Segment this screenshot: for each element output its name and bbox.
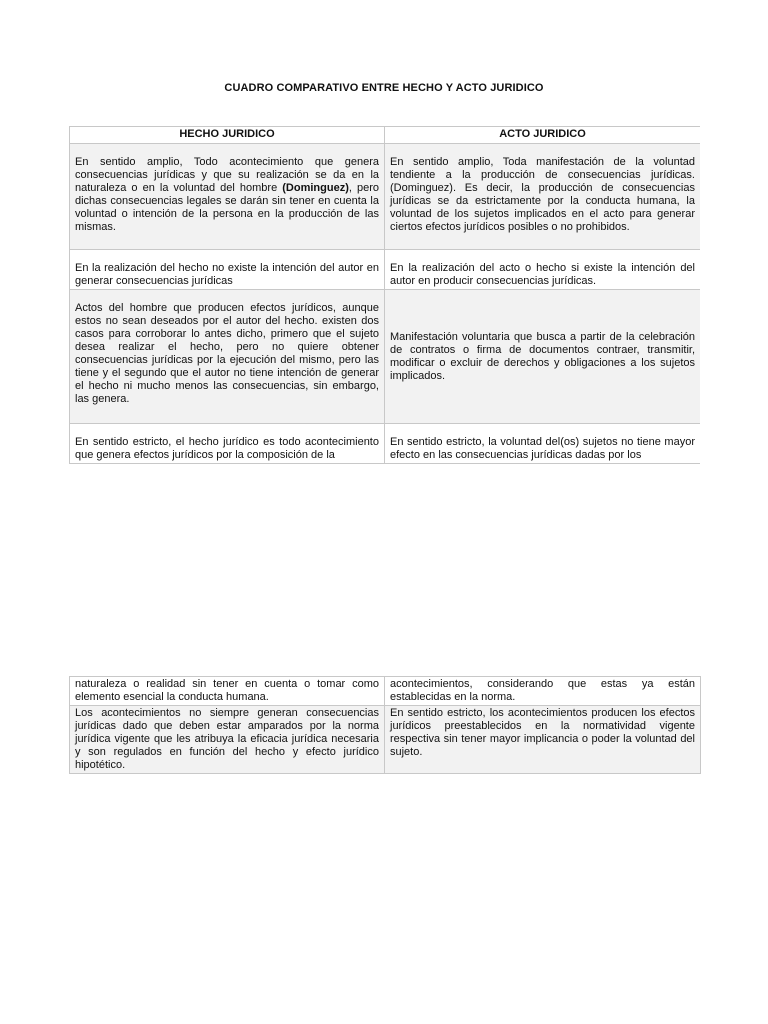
cell-hecho-estricto: En sentido estricto, el hecho jurídico es todo acontecimiento que genera efectos jurídicos por la composición de la <box>70 424 385 464</box>
cell-hecho-norma: Los acontecimientos no siempre generan consecuencias jurídicas dado que deben estar amparados por la norma jurídica vigente que les atribuya la eficacia jurídica necesaria y son regulados en función del hecho y efecto jurídico hipotético. <box>70 706 385 774</box>
cell-hecho-amplio <box>70 144 385 250</box>
table-row <box>70 706 701 774</box>
header-acto-juridico: ACTO JURIDICO <box>385 127 701 144</box>
comparison-table-part1 <box>69 126 700 464</box>
comparison-table-page1-wrapper <box>69 126 700 504</box>
header-hecho-juridico: HECHO JURIDICO <box>70 127 385 144</box>
cell-hecho-efectos: Actos del hombre que producen efectos jurídicos, aunque estos no sean deseados por el autor del hecho. existen dos casos para corroborar lo antes dicho, primero que el sujeto desea realizar el hecho, pero no quiere obtener consecuencias jurídicas por la ejecución del mismo, pero las tiene y el segundo que el autor no tiene intención de generar el hecho ni mucho menos las consecuencias, sin embargo, las genera. <box>70 290 385 424</box>
cell-hecho-estricto-cont: naturaleza o realidad sin tener en cuenta o tomar como elemento esencial la conducta humana. <box>70 677 385 706</box>
cell-hecho-intencion: En la realización del hecho no existe la intención del autor en generar consecuencias jurídicas <box>70 250 385 290</box>
cell-acto-amplio: En sentido amplio, Toda manifestación de la voluntad tendiente a la producción de consecuencias jurídicas. (Dominguez). Es decir, la producción de consecuencias jurídicas se da estrictamente por la conducta humana, la voluntad de los sujetos implicados en el acto para generar ciertos efectos jurídicos posibles o no prohibidos. <box>385 144 701 250</box>
document-title: CUADRO COMPARATIVO ENTRE HECHO Y ACTO JURIDICO <box>224 82 544 94</box>
table-row <box>70 424 701 464</box>
table-row <box>70 290 701 424</box>
cell-acto-estricto: En sentido estricto, la voluntad del(os) sujetos no tiene mayor efecto en las consecuencias jurídicas dadas por los <box>385 424 701 464</box>
cell-text: , pero dichas consecuencias legales se darán sin tener en cuenta la voluntad o intención de la persona en la producción de las mismas. <box>75 182 379 233</box>
table-row <box>70 677 701 706</box>
cell-acto-estricto-cont: acontecimientos, considerando que estas ya están establecidas en la norma. <box>385 677 701 706</box>
table-header-row <box>70 127 701 144</box>
cell-acto-manifestacion: Manifestación voluntaria que busca a partir de la celebración de contratos o firma de documentos contraer, transmitir, modificar o excluir de derechos y obligaciones a los sujetos implicados. <box>385 290 701 424</box>
table-row <box>70 144 701 250</box>
cell-acto-norma: En sentido estricto, los acontecimientos producen los efectos jurídicos preestablecidos en la normatividad vigente respectiva sin tener mayor implicancia o poder la voluntad del sujeto. <box>385 706 701 774</box>
cell-acto-intencion: En la realización del acto o hecho si existe la intención del autor en producir consecuencias jurídicas. <box>385 250 701 290</box>
cell-bold-reference: (Dominguez) <box>282 182 349 194</box>
comparison-table-part2 <box>69 676 701 774</box>
table-row <box>70 250 701 290</box>
cell-text: En sentido amplio, Todo acontecimiento que genera consecuencias jurídicas y que su realización se da en la naturaleza o en la voluntad del hombre <box>75 156 379 194</box>
